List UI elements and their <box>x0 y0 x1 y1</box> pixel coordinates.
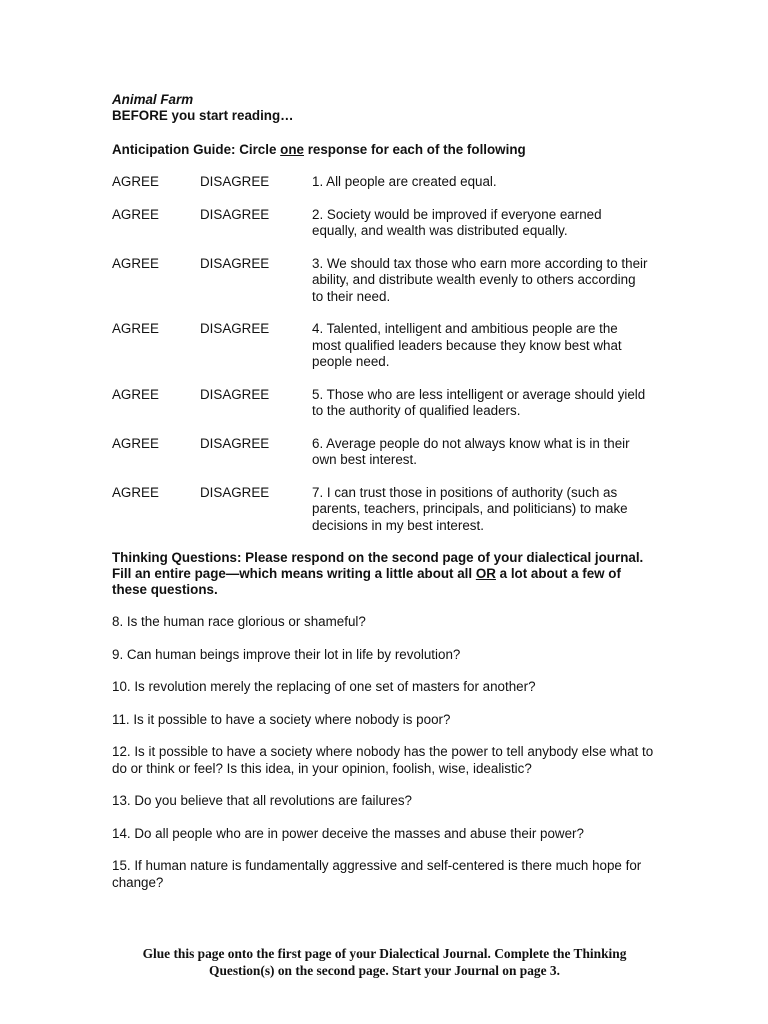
disagree-option[interactable]: DISAGREE <box>200 386 270 402</box>
agree-option[interactable]: AGREE <box>112 174 159 189</box>
disagree-option[interactable]: DISAGREE <box>200 174 270 189</box>
disagree-option[interactable]: DISAGREE <box>200 321 270 336</box>
disagree-option[interactable]: DISAGREE <box>200 255 270 271</box>
thinking-questions-list <box>112 614 657 891</box>
question-item: 8. Is the human race glorious or shameful? <box>112 614 366 629</box>
question-item: 9. Can human beings improve their lot in life by revolution? <box>112 646 461 662</box>
question-item: 15. If human nature is fundamentally aggressive and self-centered is there much hope for change? <box>112 858 642 890</box>
statement-text: 6. Average people do not always know what is in their own best interest. <box>312 435 630 467</box>
statement-text: 7. I can trust those in positions of authority (such as parents, teachers, principals, and politicians) to make decisions in my best interest. <box>312 484 628 533</box>
disagree-option[interactable]: DISAGREE <box>200 206 270 222</box>
statement-text: 1. All people are created equal. <box>312 174 497 189</box>
document-title: Animal Farm <box>112 92 194 107</box>
question-item: 14. Do all people who are in power deceive the masses and abuse their power? <box>112 825 584 841</box>
disagree-option[interactable]: DISAGREE <box>200 435 270 451</box>
statement-row <box>112 321 657 371</box>
document-subtitle: BEFORE you start reading… <box>112 108 294 123</box>
statement-row <box>112 174 657 191</box>
statement-text: 5. Those who are less intelligent or average should yield to the authority of qualified leaders. <box>312 386 646 418</box>
anticipation-guide-heading: Anticipation Guide: Circle one response for each of the following <box>112 142 526 157</box>
statement-row <box>112 436 657 469</box>
anticipation-guide-list <box>112 174 657 534</box>
agree-option[interactable]: AGREE <box>112 255 159 271</box>
agree-option[interactable]: AGREE <box>112 435 159 451</box>
agree-option[interactable]: AGREE <box>112 386 159 402</box>
question-item: 11. Is it possible to have a society where nobody is poor? <box>112 711 451 727</box>
disagree-option[interactable]: DISAGREE <box>200 484 270 500</box>
footer-note: Glue this page onto the first page of your Dialectical Journal. Complete the Thinking Question(s) on the second page. Start your Journal on page 3. <box>142 946 627 978</box>
question-item: 10. Is revolution merely the replacing of one set of masters for another? <box>112 679 536 694</box>
question-item: 13. Do you believe that all revolutions are failures? <box>112 793 412 808</box>
agree-option[interactable]: AGREE <box>112 484 159 500</box>
agree-option[interactable]: AGREE <box>112 206 159 222</box>
question-item: 12. Is it possible to have a society where nobody has the power to tell anybody else what to do or think or feel? Is this idea, in your opinion, foolish, wise, idealistic? <box>112 744 654 776</box>
statement-text: 2. Society would be improved if everyone earned equally, and wealth was distributed equally. <box>312 206 602 238</box>
statement-text: 3. We should tax those who earn more according to their ability, and distribute wealth evenly to others according to their need. <box>312 255 648 304</box>
statement-row <box>112 485 657 535</box>
statement-row <box>112 207 657 240</box>
statement-row <box>112 387 657 420</box>
agree-option[interactable]: AGREE <box>112 321 159 336</box>
document-body <box>112 92 657 891</box>
thinking-questions-instructions: Thinking Questions: Please respond on the second page of your dialectical journal. Fill an entire page—which means writing a little about all OR a lot about a few of these questions. <box>112 550 644 597</box>
statement-row <box>112 256 657 306</box>
statement-text: 4. Talented, intelligent and ambitious people are the most qualified leaders because they know best what people need. <box>312 321 622 369</box>
